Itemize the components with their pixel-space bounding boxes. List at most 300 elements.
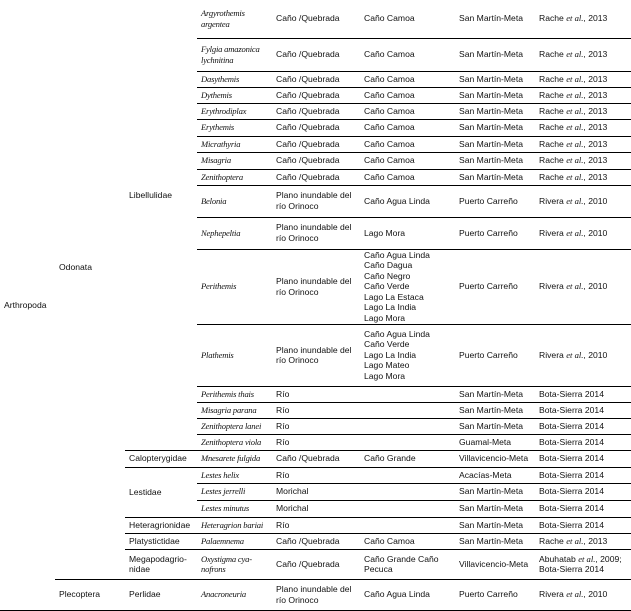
taxon-cell <box>197 119 272 136</box>
reference-author: Rivera <box>539 227 564 238</box>
locality-text: San Martín-Meta <box>459 122 523 133</box>
site-cell <box>360 450 455 467</box>
locality-cell <box>455 500 535 517</box>
locality-text: Guamal-Meta <box>459 436 512 447</box>
taxon-name: Dasythemis <box>201 73 240 84</box>
habitat-text: Caño /Quebrada <box>276 535 340 546</box>
locality-text: Acacías-Meta <box>459 469 512 480</box>
reference-cell <box>535 0 631 38</box>
reference-author: Rache <box>539 105 564 116</box>
locality-text: San Martín-Meta <box>459 535 523 546</box>
reference-author: Rivera <box>539 589 564 600</box>
reference-cell <box>535 71 631 87</box>
locality-cell <box>455 152 535 169</box>
site-cell <box>360 169 455 185</box>
family-name: Platystictidae <box>129 535 180 546</box>
habitat-text: río Orinoco <box>276 594 319 605</box>
habitat-text: Río <box>276 404 290 415</box>
taxon-name: argentea <box>201 18 230 29</box>
taxon-cell <box>197 217 272 249</box>
taxon-cell <box>197 483 272 500</box>
taxon-name: Fylgia amazonica <box>201 43 260 54</box>
taxon-name: Heteragrion bariai <box>201 519 264 530</box>
reference-year: , 2013 <box>583 49 608 60</box>
habitat-text: Caño /Quebrada <box>276 138 340 149</box>
family-name: Libellulidae <box>129 189 173 200</box>
reference-text: Bota-Sierra 2014 <box>539 388 604 399</box>
reference-author: Rache <box>539 138 564 149</box>
reference-cell <box>535 324 631 386</box>
habitat-cell <box>272 152 360 169</box>
locality-cell <box>455 87 535 103</box>
locality-text: San Martín-Meta <box>459 73 523 84</box>
et-al: et al. <box>566 281 584 292</box>
site-name: Caño Camoa <box>364 138 415 149</box>
reference-cell <box>535 87 631 103</box>
reference-text: Bota-Sierra 2014 <box>539 453 604 464</box>
habitat-text: Plano inundable del <box>276 190 352 201</box>
reference-year: , 2010 <box>583 281 608 292</box>
family-name: Heteragrionidae <box>129 519 191 530</box>
site-cell <box>360 103 455 119</box>
site-cell <box>360 185 455 217</box>
habitat-text: Río <box>276 436 290 447</box>
site-cell <box>360 386 455 402</box>
taxon-cell <box>197 533 272 549</box>
site-name: Caño Camoa <box>364 155 415 166</box>
reference-year: , 2013 <box>583 138 608 149</box>
reference-cell <box>535 169 631 185</box>
locality-cell <box>455 136 535 152</box>
reference-year: , 2010 <box>583 349 608 360</box>
family-libellulidae <box>125 0 197 450</box>
site-cell <box>360 533 455 549</box>
habitat-cell <box>272 136 360 152</box>
reference-year: , 2013 <box>583 73 608 84</box>
reference-year: , 2013 <box>583 89 608 100</box>
locality-cell <box>455 386 535 402</box>
taxon-cell <box>197 500 272 517</box>
habitat-cell <box>272 483 360 500</box>
taxon-name: Belonia <box>201 195 227 206</box>
reference-year: , 2013 <box>583 155 608 166</box>
habitat-text: Plano inundable del <box>276 344 352 355</box>
locality-cell <box>455 418 535 434</box>
taxon-name: Erythrodiplax <box>201 105 247 116</box>
family-name: Calopterygidae <box>129 453 187 464</box>
et-al: et al. <box>566 138 584 149</box>
site-cell <box>360 38 455 71</box>
locality-text: San Martín-Meta <box>459 404 523 415</box>
reference-cell <box>535 434 631 450</box>
habitat-text: Caño /Quebrada <box>276 155 340 166</box>
reference-year: , 2013 <box>583 105 608 116</box>
habitat-cell <box>272 185 360 217</box>
site-cell <box>360 418 455 434</box>
reference-cell <box>535 185 631 217</box>
habitat-cell <box>272 418 360 434</box>
locality-cell <box>455 217 535 249</box>
order-cell <box>55 0 125 579</box>
habitat-text: Morichal <box>276 486 309 497</box>
taxon-cell <box>197 549 272 579</box>
locality-text: San Martín-Meta <box>459 171 523 182</box>
taxon-name: Lestes jerrelli <box>201 486 246 497</box>
et-al: et al. <box>566 155 584 166</box>
et-al: et al. <box>566 589 584 600</box>
habitat-text: Caño /Quebrada <box>276 49 340 60</box>
habitat-text: Caño /Quebrada <box>276 453 340 464</box>
locality-text: San Martín-Meta <box>459 388 523 399</box>
habitat-text: río Orinoco <box>276 201 319 211</box>
locality-cell <box>455 483 535 500</box>
locality-text: San Martín-Meta <box>459 13 523 24</box>
site-name: Lago Mora <box>364 227 406 238</box>
reference-author: Rivera <box>539 281 564 292</box>
taxon-name: Mnesarete fulgida <box>201 453 261 464</box>
reference-author: Abuhatab <box>539 553 576 564</box>
habitat-text: Caño /Quebrada <box>276 89 340 100</box>
family-name-line: Megapodagrio- <box>129 553 187 564</box>
habitat-cell <box>272 549 360 579</box>
habitat-text: río Orinoco <box>276 355 319 366</box>
habitat-text: río Orinoco <box>276 286 319 297</box>
reference-line-2: Bota-Sierra 2014 <box>539 564 604 575</box>
taxon-name: Dythemis <box>201 89 232 100</box>
locality-text: San Martín-Meta <box>459 138 523 149</box>
site-cell <box>360 136 455 152</box>
habitat-cell <box>272 579 360 610</box>
taxon-name: Misagria parana <box>201 404 257 415</box>
reference-cell <box>535 450 631 467</box>
site-name: Caño Camoa <box>364 105 415 116</box>
locality-text: San Martín-Meta <box>459 486 523 497</box>
et-al: et al. <box>566 13 584 24</box>
taxon-name: nofrons <box>201 564 226 575</box>
reference-cell <box>535 500 631 517</box>
site-cell <box>360 71 455 87</box>
locality-text: Villavicencio-Meta <box>459 558 529 569</box>
reference-year: , 2010 <box>583 589 608 600</box>
site-name: Caño Grande Caño <box>364 553 439 564</box>
taxon-cell <box>197 517 272 533</box>
reference-line <box>539 139 631 150</box>
habitat-text: Morichal <box>276 503 309 514</box>
family-platystictidae <box>125 533 197 549</box>
locality-cell <box>455 38 535 71</box>
taxon-name: Erythemis <box>201 122 235 133</box>
habitat-text: Caño /Quebrada <box>276 171 340 182</box>
taxon-name: Zenithoptera viola <box>201 436 262 447</box>
reference-line <box>539 155 631 166</box>
taxon-name: Zenithoptera lanei <box>201 420 262 431</box>
site-name: Caño Agua Linda <box>364 328 430 339</box>
reference-text: Bota-Sierra 2014 <box>539 486 604 497</box>
locality-cell <box>455 0 535 38</box>
reference-year: , 2010 <box>583 227 608 238</box>
locality-text: Puerto Carreño <box>459 195 518 206</box>
family-name: Perlidae <box>129 589 161 600</box>
locality-text: Villavicencio-Meta <box>459 453 529 464</box>
site-name: Caño Agua Linda <box>364 589 430 600</box>
locality-cell <box>455 71 535 87</box>
locality-cell <box>455 402 535 418</box>
table-row <box>0 0 631 38</box>
reference-cell <box>535 103 631 119</box>
locality-text: San Martín-Meta <box>459 155 523 166</box>
site-name: Lago Mora <box>364 371 406 382</box>
locality-text: Puerto Carreño <box>459 349 518 360</box>
locality-text: San Martín-Meta <box>459 420 523 431</box>
site-name: Pecuca <box>364 564 393 575</box>
reference-line <box>539 228 631 239</box>
reference-author: Rache <box>539 535 564 546</box>
family-heteragrionidae <box>125 517 197 533</box>
reference-cell <box>535 38 631 71</box>
reference-line <box>539 172 631 183</box>
site-name: Caño Camoa <box>364 49 415 60</box>
reference-cell <box>535 402 631 418</box>
locality-cell <box>455 549 535 579</box>
reference-text: Bota-Sierra 2014 <box>539 436 604 447</box>
habitat-cell <box>272 249 360 324</box>
reference-author: Rache <box>539 13 564 24</box>
taxon-name: Plathemis <box>201 349 234 360</box>
site-cell <box>360 249 455 324</box>
reference-text: Bota-Sierra 2014 <box>539 469 604 480</box>
locality-text: Puerto Carreño <box>459 281 518 292</box>
habitat-cell <box>272 0 360 38</box>
site-cell <box>360 152 455 169</box>
site-name: Lago La India <box>364 349 417 360</box>
site-name: Lago La India <box>364 302 417 313</box>
reference-line <box>539 74 631 85</box>
habitat-text: Río <box>276 519 290 530</box>
site-cell <box>360 549 455 579</box>
site-cell <box>360 434 455 450</box>
habitat-text: Caño /Quebrada <box>276 105 340 116</box>
taxon-name: Lestes minutus <box>201 503 250 514</box>
habitat-cell <box>272 500 360 517</box>
locality-cell <box>455 517 535 533</box>
reference-text: Bota-Sierra 2014 <box>539 404 604 415</box>
habitat-cell <box>272 467 360 483</box>
et-al: et al. <box>566 49 584 60</box>
locality-text: San Martín-Meta <box>459 105 523 116</box>
taxon-cell <box>197 386 272 402</box>
site-name: Caño Camoa <box>364 89 415 100</box>
habitat-cell <box>272 87 360 103</box>
site-name: Lago La Estaca <box>364 291 424 302</box>
site-name: Caño Camoa <box>364 73 415 84</box>
habitat-text: Río <box>276 469 290 480</box>
habitat-text: Plano inundable del <box>276 222 352 233</box>
site-cell <box>360 402 455 418</box>
taxon-name: Lestes helix <box>201 469 239 480</box>
reference-line <box>539 281 631 292</box>
locality-text: San Martín-Meta <box>459 49 523 60</box>
reference-year: , 2013 <box>583 13 608 24</box>
family-lestidae <box>125 467 197 517</box>
reference-author: Rache <box>539 171 564 182</box>
locality-text: Puerto Carreño <box>459 227 518 238</box>
site-name: Caño Verde <box>364 281 410 292</box>
reference-cell <box>535 579 631 610</box>
reference-year: , 2013 <box>583 171 608 182</box>
habitat-text: Caño /Quebrada <box>276 122 340 133</box>
reference-cell <box>535 152 631 169</box>
locality-cell <box>455 119 535 136</box>
reference-text: Bota-Sierra 2014 <box>539 519 604 530</box>
site-name: Caño Agua Linda <box>364 249 430 260</box>
site-name: Caño Agua Linda <box>364 195 430 206</box>
order-name: Odonata <box>59 261 92 272</box>
habitat-cell <box>272 217 360 249</box>
reference-cell <box>535 119 631 136</box>
et-al: et al. <box>566 89 584 100</box>
reference-author: Rache <box>539 89 564 100</box>
et-al: et al. <box>566 105 584 116</box>
reference-cell <box>535 217 631 249</box>
taxon-name: Anacroneuria <box>201 589 247 600</box>
reference-year: , 2009; <box>595 553 622 564</box>
taxon-cell <box>197 152 272 169</box>
site-cell <box>360 467 455 483</box>
locality-cell <box>455 185 535 217</box>
reference-author: Rache <box>539 73 564 84</box>
taxon-name: Zenithoptera <box>201 171 243 182</box>
reference-cell <box>535 483 631 500</box>
habitat-cell <box>272 386 360 402</box>
phylum-cell <box>0 0 55 610</box>
site-cell <box>360 500 455 517</box>
locality-cell <box>455 249 535 324</box>
habitat-cell <box>272 402 360 418</box>
taxon-cell <box>197 103 272 119</box>
et-al: et al. <box>566 535 584 546</box>
order-name: Plecoptera <box>59 589 101 600</box>
reference-cell <box>535 467 631 483</box>
family-name: Lestidae <box>129 486 162 497</box>
habitat-text: Río <box>276 388 290 399</box>
family-perlidae <box>125 579 197 610</box>
habitat-cell <box>272 103 360 119</box>
taxon-name: Micrathyria <box>201 138 241 149</box>
taxon-name: lychnitina <box>201 54 234 65</box>
taxon-name: Perithemis <box>201 281 237 292</box>
reference-cell <box>535 549 631 579</box>
family-megapodagrionidae <box>125 549 197 579</box>
et-al: et al. <box>566 122 584 133</box>
reference-author: Rivera <box>539 195 564 206</box>
taxon-name: Perithemis thais <box>201 388 254 399</box>
habitat-text: Caño /Quebrada <box>276 73 340 84</box>
taxon-name: Argyrothemis <box>201 8 245 19</box>
site-cell <box>360 87 455 103</box>
habitat-cell <box>272 517 360 533</box>
reference-line <box>539 196 631 207</box>
reference-author: Rivera <box>539 349 564 360</box>
reference-text: Bota-Sierra 2014 <box>539 503 604 514</box>
reference-line <box>539 49 631 60</box>
reference-cell <box>535 249 631 324</box>
family-calopterygidae <box>125 450 197 467</box>
site-name: Caño Grande <box>364 453 416 464</box>
taxon-cell <box>197 418 272 434</box>
locality-cell <box>455 450 535 467</box>
taxon-cell <box>197 402 272 418</box>
reference-year: , 2010 <box>583 195 608 206</box>
locality-cell <box>455 103 535 119</box>
habitat-cell <box>272 119 360 136</box>
reference-cell <box>535 386 631 402</box>
habitat-text: Río <box>276 420 290 431</box>
reference-text: Bota-Sierra 2014 <box>539 420 604 431</box>
site-cell <box>360 0 455 38</box>
reference-line <box>539 90 631 101</box>
habitat-cell <box>272 450 360 467</box>
site-cell <box>360 217 455 249</box>
order-cell <box>55 579 125 610</box>
locality-text: San Martín-Meta <box>459 519 523 530</box>
taxon-cell <box>197 450 272 467</box>
site-cell <box>360 483 455 500</box>
site-name: Caño Camoa <box>364 171 415 182</box>
locality-text: San Martín-Meta <box>459 503 523 514</box>
taxon-cell <box>197 324 272 386</box>
locality-text: San Martín-Meta <box>459 89 523 100</box>
et-al: et al. <box>566 227 584 238</box>
taxon-cell <box>197 136 272 152</box>
reference-line <box>539 122 631 133</box>
taxon-cell <box>197 467 272 483</box>
reference-cell <box>535 533 631 549</box>
locality-cell <box>455 533 535 549</box>
taxon-cell <box>197 0 272 38</box>
locality-cell <box>455 579 535 610</box>
reference-year: , 2013 <box>583 122 608 133</box>
habitat-text: Plano inundable del <box>276 275 352 286</box>
site-cell <box>360 119 455 136</box>
site-name: Lago Mateo <box>364 360 410 371</box>
taxon-name: Oxystigma cya- <box>201 553 252 564</box>
habitat-cell <box>272 324 360 386</box>
et-al: et al. <box>566 349 584 360</box>
taxon-cell <box>197 87 272 103</box>
et-al: et al. <box>566 171 584 182</box>
table-row <box>0 579 631 610</box>
locality-cell <box>455 467 535 483</box>
et-al: et al. <box>566 195 584 206</box>
site-cell <box>360 517 455 533</box>
reference-line <box>539 350 631 361</box>
reference-line <box>539 589 631 600</box>
locality-cell <box>455 324 535 386</box>
taxon-name: Misagria <box>201 155 231 166</box>
site-name: Caño Verde <box>364 339 410 350</box>
taxon-cell <box>197 38 272 71</box>
family-name-line: nidae <box>129 564 151 575</box>
reference-line <box>539 106 631 117</box>
et-al: et al. <box>566 73 584 84</box>
locality-cell <box>455 169 535 185</box>
taxon-name: Nephepeltia <box>201 227 241 238</box>
habitat-cell <box>272 38 360 71</box>
site-name: Caño Negro <box>364 270 411 281</box>
reference-author: Rache <box>539 49 564 60</box>
reference-cell <box>535 418 631 434</box>
taxon-cell <box>197 185 272 217</box>
